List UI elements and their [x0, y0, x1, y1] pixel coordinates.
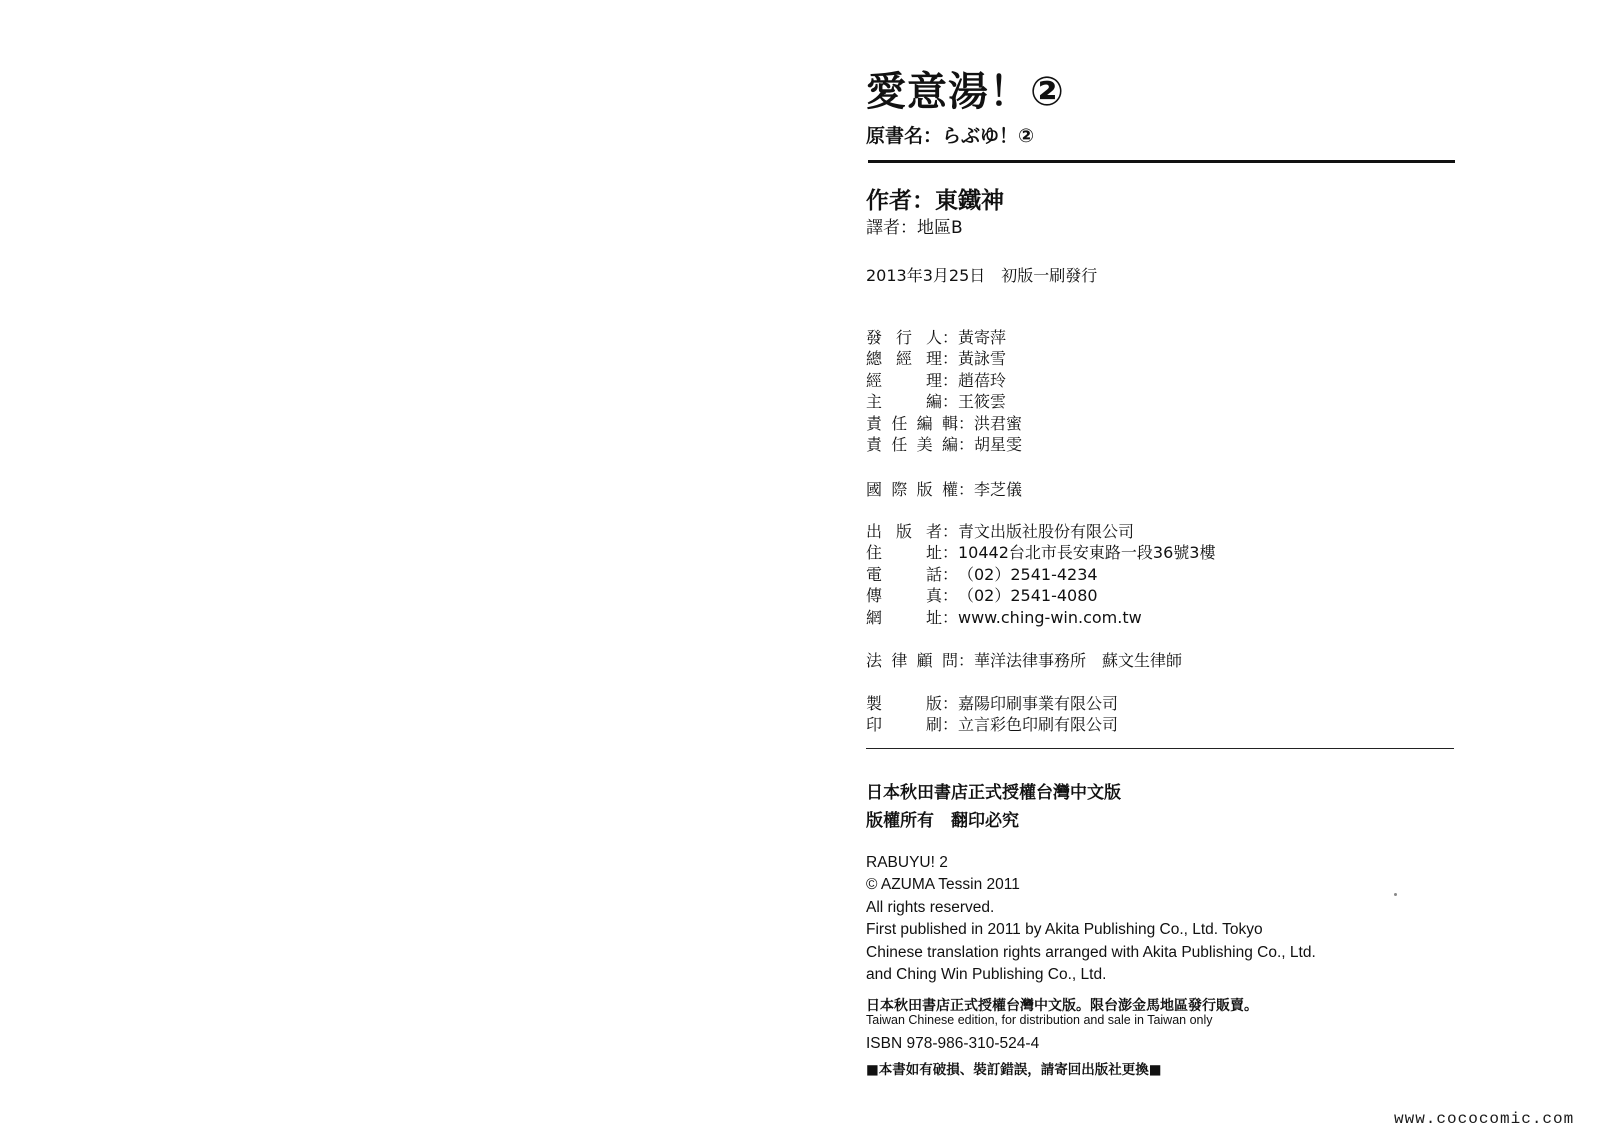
english-line: All rights reserved. — [866, 898, 995, 916]
phone-value: （02）2541-4234 — [958, 564, 1098, 584]
copyright-notice: 版權所有 翻印必究 — [866, 811, 1019, 831]
international-rights: 國際版權 ： 李芝儀 — [866, 480, 1023, 499]
staff-value: 洪君蜜 — [974, 413, 1023, 433]
printing-info — [866, 693, 1118, 736]
staff-label: 責任編輯 — [866, 413, 958, 433]
original-title: 原書名：らぶゆ！② — [866, 125, 1035, 147]
publication-date: 2013年3月25日 初版一刷發行 — [866, 266, 1098, 285]
scan-speck — [1394, 893, 1397, 896]
publisher-row: 出版者 ： 青文出版社股份有限公司 — [866, 522, 1135, 541]
staff-value: 黃詠雪 — [958, 349, 1007, 369]
license-statement: 日本秋田書店正式授權台灣中文版 — [866, 783, 1121, 803]
publisher-row: 傳 真 ： （02）2541-4080 — [866, 586, 1098, 606]
publisher-label: 出版者 — [866, 522, 942, 541]
legal-value: 華洋法律事務所 蘇文生律師 — [974, 651, 1183, 670]
staff-row: 責任編輯 ： 洪君蜜 — [866, 413, 1023, 433]
staff-row: 主 編 ： 王筱雲 — [866, 392, 1007, 412]
printing-row: 印 刷 ： 立言彩色印刷有限公司 — [866, 715, 1119, 735]
staff-label: 發行人 — [866, 328, 942, 347]
return-notice: ■本書如有破損、裝訂錯誤，請寄回出版社更換■ — [866, 1062, 1162, 1078]
publisher-label: 住 址 — [866, 543, 942, 563]
site-watermark: www.cococomic.com — [1394, 1110, 1575, 1128]
distribution-notice-cn: 日本秋田書店正式授權台灣中文版。限台澎金馬地區發行販賣。 — [866, 998, 1258, 1014]
section-divider — [866, 748, 1454, 749]
staff-value: 黃寄萍 — [958, 328, 1007, 347]
publisher-label: 電 話 — [866, 564, 942, 584]
isbn: ISBN 978-986-310-524-4 — [866, 1035, 1040, 1052]
english-line: and Ching Win Publishing Co., Ltd. — [866, 966, 1107, 984]
publisher-label: 傳 真 — [866, 586, 942, 606]
legal-advisor: 法律顧問 ： 華洋法律事務所 蘇文生律師 — [866, 651, 1183, 670]
publisher-row: 住 址 ： 10442台北市長安東路一段36號3樓 — [866, 543, 1216, 563]
publisher-info — [866, 521, 1215, 628]
publisher-row: 網 址 ： www.ching-win.com.tw — [866, 607, 1142, 627]
printing-value: 立言彩色印刷有限公司 — [958, 715, 1119, 735]
staff-label: 經 理 — [866, 370, 942, 390]
title-divider — [868, 160, 1455, 163]
printing-value: 嘉陽印刷事業有限公司 — [958, 694, 1119, 713]
rights-value: 李芝儀 — [974, 480, 1023, 499]
printing-label: 印 刷 — [866, 715, 942, 735]
publisher-row: 電 話 ： （02）2541-4234 — [866, 564, 1098, 584]
staff-label: 主 編 — [866, 392, 942, 412]
staff-list — [866, 327, 1022, 455]
rights-label: 國際版權 — [866, 480, 958, 499]
english-line: First published in 2011 by Akita Publishing Co., Ltd. Tokyo — [866, 921, 1263, 939]
staff-value: 趙蓓玲 — [958, 370, 1007, 390]
distribution-notice-en: Taiwan Chinese edition, for distribution and sale in Taiwan only — [866, 1013, 1213, 1027]
translator-line: 譯者：地區B — [866, 218, 963, 238]
english-line: © AZUMA Tessin 2011 — [866, 876, 1020, 894]
website-value: www.ching-win.com.tw — [958, 607, 1142, 627]
address-value: 10442台北市長安東路一段36號3樓 — [958, 543, 1216, 563]
publisher-label: 網 址 — [866, 607, 942, 627]
staff-label: 總經理 — [866, 349, 942, 369]
legal-label: 法律顧問 — [866, 651, 958, 670]
staff-value: 胡星雯 — [974, 435, 1023, 455]
staff-row: 經 理 ： 趙蓓玲 — [866, 370, 1007, 390]
author-line: 作者：東鐵神 — [866, 188, 1004, 214]
english-line: RABUYU! 2 — [866, 854, 948, 871]
fax-value: （02）2541-4080 — [958, 586, 1098, 606]
publisher-value: 青文出版社股份有限公司 — [958, 522, 1135, 541]
staff-row: 責任美編 ： 胡星雯 — [866, 435, 1023, 455]
english-line: Chinese translation rights arranged with Akita Publishing Co., Ltd. — [866, 943, 1316, 961]
printing-row: 製 版 ： 嘉陽印刷事業有限公司 — [866, 694, 1119, 713]
english-copyright-block — [866, 852, 1316, 986]
staff-row: 發行人 ： 黃寄萍 — [866, 328, 1007, 347]
staff-row: 總經理 ： 黃詠雪 — [866, 349, 1007, 369]
book-title: 愛意湯！② — [866, 69, 1065, 115]
staff-label: 責任美編 — [866, 435, 958, 455]
printing-label: 製 版 — [866, 694, 942, 713]
staff-value: 王筱雲 — [958, 392, 1007, 412]
